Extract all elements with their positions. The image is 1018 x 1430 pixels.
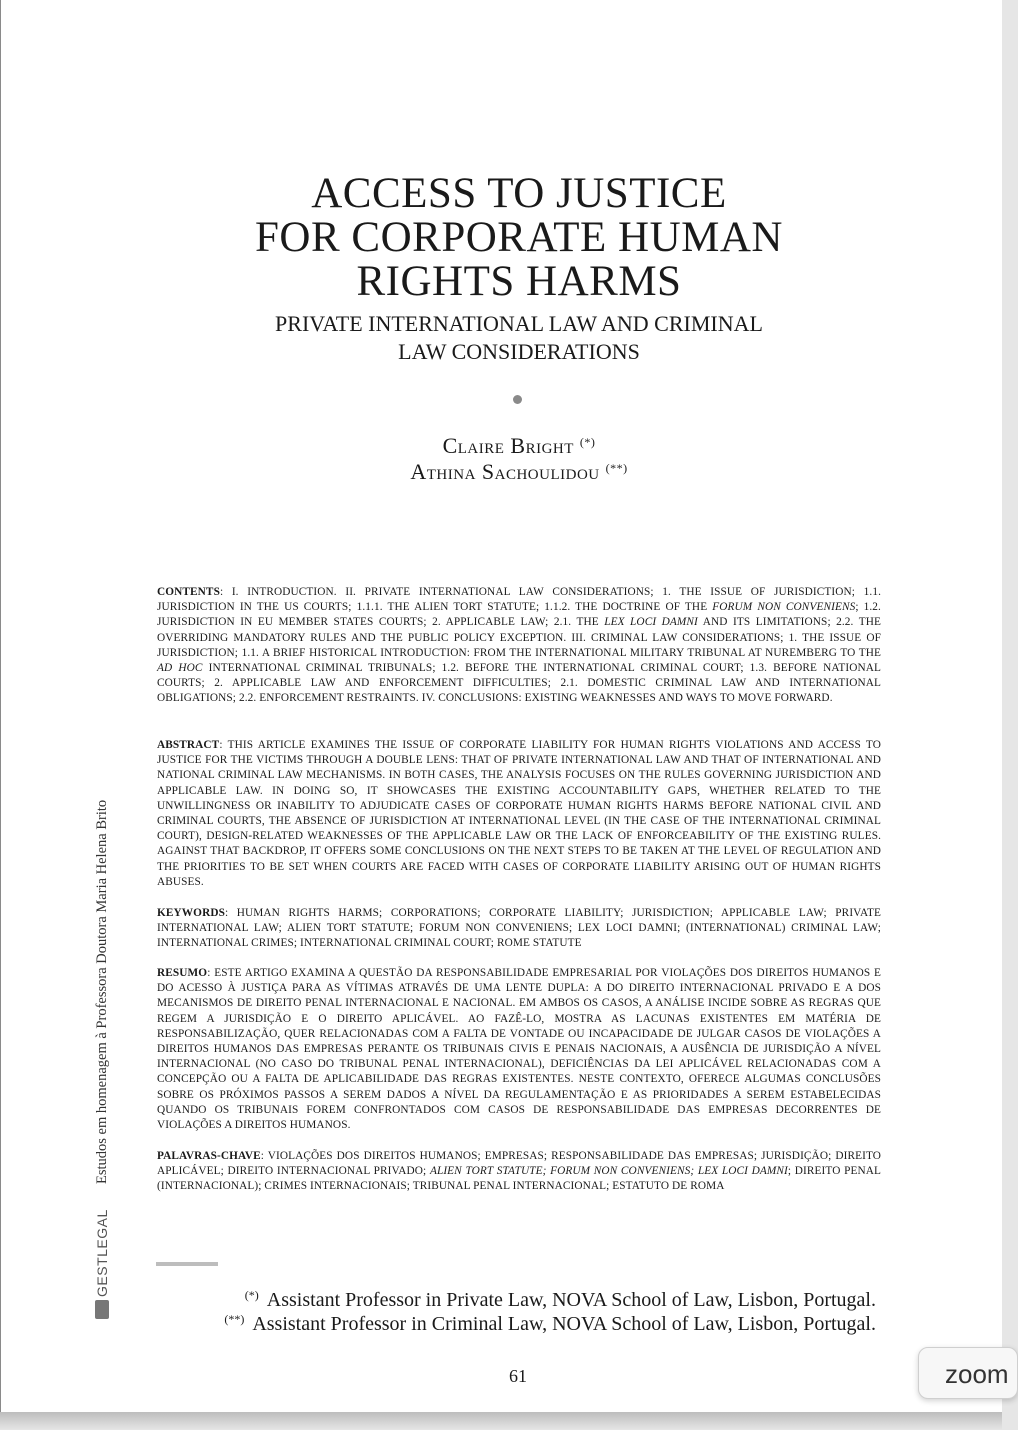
footnote-marker: (**) xyxy=(605,461,628,475)
page-bottom-shadow xyxy=(0,1412,1002,1430)
separator-dot xyxy=(513,395,522,404)
abstract-label: ABSTRACT xyxy=(157,739,220,751)
footnote-marker: (*) xyxy=(579,435,596,449)
footnote-marker: (**) xyxy=(224,1312,245,1326)
keywords-block xyxy=(157,906,881,952)
title-line: RIGHTS HARMS xyxy=(356,258,682,305)
page-number: 61 xyxy=(509,1366,527,1386)
abstract-text: : THIS ARTICLE EXAMINES THE ISSUE OF CORPORATE LIABILITY FOR HUMAN RIGHTS VIOLATIONS AND ACCESS TO JUSTICE FOR THE VICTIMS THROUGH A DOUBLE LENS: THAT OF PRIVATE INTERNATIONAL LAW AND THAT OF INTERNATIONAL AND NATIONAL CRIMINAL LAW MECHANISMS. IN BOTH CASES, THE ANALYSIS FOCUSES ON THE RULES GOVERNING JURISDICTION AND APPLICABLE LAW. IN DOING SO, IT SHOWCASES THE EXISTING ACCOUNTABILITY GAPS, WHETHER RELATED TO THE UNWILLINGNESS OR INABILITY TO ADJUDICATE CASES OF CORPORATE HUMAN RIGHTS HARMS BEFORE NATIONAL CIVIL AND CRIMINAL COURTS, THE ABSENCE OF JURISDICTION AT INTERNATIONAL LEVEL (IN THE CASE OF THE INTERNATIONAL CRIMINAL COURT), DESIGN-RELATED WEAKNESSES OF THE APPLICABLE LAW OR THE LACK OF ENFORCEABILITY OF THE EXISTING RULES. AGAINST THAT BACKDROP, IT OFFERS SOME CONCLUSIONS ON THE NEXT STEPS TO BE TAKEN AT THE LEVEL OF REGULATION AND THE PRIORITIES TO BE SET WHEN COURTS ARE FACED WITH CASES OF CORPORATE LIABILITY ARISING OUT OF HUMAN RIGHTS ABUSES. xyxy=(157,739,881,888)
palavras-chave-text: ; DIREITO PENAL (INTERNACIONAL); CRIMES INTERNACIONAIS; TRIBUNAL PENAL INTERNACIONAL; ESTATUTO DE ROMA xyxy=(157,1165,881,1193)
palavras-chave-italic: ALIEN TORT STATUTE; FORUM NON CONVENIENS; LEX LOCI DAMNI xyxy=(429,1165,788,1178)
author-name: Athina Sachoulidou xyxy=(410,459,600,484)
footnote-rule xyxy=(156,1262,218,1266)
title-line: FOR CORPORATE HUMAN xyxy=(255,214,783,261)
contents-text: : I. INTRODUCTION. II. PRIVATE INTERNATIONAL LAW CONSIDERATIONS; 1. THE ISSUE OF JURISDICTION; 1.1. JURISDICTION IN THE US COURTS; 1.1.1. THE ALIEN TORT STATUTE; 1.1.2. THE DOCTRINE OF THE xyxy=(157,586,881,614)
book-series-text: Estudos em homenagem à Professora Doutora Maria Helena Brito xyxy=(94,799,110,1184)
footnote-text: Assistant Professor in Private Law, NOVA School of Law, Lisbon, Portugal. xyxy=(266,1289,876,1311)
palavras-chave-block xyxy=(157,1149,881,1195)
article-title xyxy=(201,172,837,304)
contents-text: ; 1.2. JURISDICTION IN EU MEMBER STATES COURTS; 2. APPLICABLE LAW; 2.1. THE xyxy=(157,601,881,629)
resumo-label: RESUMO xyxy=(157,967,208,979)
title-line: ACCESS TO JUSTICE xyxy=(311,170,727,217)
contents-text: INTERNATIONAL CRIMINAL TRIBUNALS; 1.2. BEFORE THE INTERNATIONAL CRIMINAL COURT; 1.3. BEFORE NATIONAL COURTS; 2. APPLICABLE LAW AND ENFORCEMENT DIFFICULTIES; 2.1. DOMESTIC CRIMINAL LAW AND INTERNATIONAL OBLIGATIONS; 2.2. ENFORCEMENT RESTRAINTS. IV. CONCLUSIONS: EXISTING WEAKNESSES AND WAYS TO MOVE FORWARD. xyxy=(157,662,881,705)
contents-italic: FORUM NON CONVENIENS xyxy=(712,601,856,614)
footnote-text: Assistant Professor in Criminal Law, NOVA School of Law, Lisbon, Portugal. xyxy=(252,1313,876,1335)
abstract-block xyxy=(157,738,881,890)
publisher-logo-text: GESTLEGAL xyxy=(94,1209,110,1297)
author-2 xyxy=(201,455,837,485)
resumo-text: : ESTE ARTIGO EXAMINA A QUESTÃO DA RESPONSABILIDADE EMPRESARIAL POR VIOLAÇÕES DOS DIREITOS HUMANOS E DO ACESSO À JUSTIÇA PARA AS VÍTIMAS ATRAVÉS DE UMA LENTE DUPLA: A DO DIREITO INTERNACIONAL PRIVADO E A DOS MECANISMOS DE DIREITO PENAL INTERNACIONAL E NACIONAL. EM AMBOS OS CASOS, A ANÁLISE INCIDE SOBRE AS REGRAS QUE REGEM A JURISDIÇÃO E O DIREITO APLICÁVEL. AO FAZÊ-LO, MOSTRA AS LACUNAS EXISTENTES EM MATÉRIA DE RESPONSABILIZAÇÃO, QUER RELACIONADAS COM A FALTA DE VONTADE OU INCAPACIDADE DE JULGAR CASOS DE VIOLAÇÕES A DIREITOS HUMANOS DAS EMPRESAS PERANTE OS TRIBUNAIS CIVIS E PENAIS NACIONAIS, A AUSÊNCIA DE JURISDIÇÃO A NÍVEL INTERNACIONAL (NO CASO DO TRIBUNAL PENAL INTERNACIONAL), DEFICIÊNCIAS DA LEI APLICÁVEL RELACIONADAS COM A CONCEPÇÃO OU A FALTA DE APLICABILIDADE DAS REGRAS EXISTENTES. NESTE CONTEXTO, OFERECE ALGUMAS CONCLUSÕES SOBRE OS PRÓXIMOS PASSOS A SEREM DADOS A NÍVEL DA REGULAMENTAÇÃO E AS PRIORIDADES A SEREM ESTABELECIDAS QUANDO OS TRIBUNAIS FOREM CONFRONTADOS COM CASOS DE RESPONSABILIDADE DAS EMPRESAS DECORRENTES DE VIOLAÇÕES A DIREITOS HUMANOS. xyxy=(157,967,881,1132)
subtitle-line: LAW CONSIDERATIONS xyxy=(398,339,640,364)
publisher-logo xyxy=(93,1209,111,1322)
palavras-chave-text: : VIOLAÇÕES DOS DIREITOS HUMANOS; EMPRESAS; RESPONSABILIDADE DAS EMPRESAS; JURISDIÇÃO; DIREITO APLICÁVEL; DIREITO INTERNACIONAL PRIVADO; xyxy=(157,1150,881,1178)
article-subtitle xyxy=(201,310,837,366)
author-name: Claire Bright xyxy=(442,433,574,458)
publisher-logo-icon xyxy=(95,1300,109,1319)
contents-italic: AD HOC xyxy=(157,662,203,675)
subtitle-line: PRIVATE INTERNATIONAL LAW AND CRIMINAL xyxy=(275,311,763,336)
resumo-block xyxy=(157,966,881,1133)
keywords-text: : HUMAN RIGHTS HARMS; CORPORATIONS; CORPORATE LIABILITY; JURISDICTION; APPLICABLE LAW; PRIVATE INTERNATIONAL LAW; ALIEN TORT STATUTE; FORUM NON CONVENIENS; LEX LOCI DAMNI; (INTERNATIONAL) CRIMINAL LAW; INTERNATIONAL CRIMES; INTERNATIONAL CRIMINAL COURT; ROME STATUTE xyxy=(157,907,881,950)
contents-italic: LEX LOCI DAMNI xyxy=(604,616,698,629)
side-margin xyxy=(91,732,113,1332)
footnote-marker: (*) xyxy=(244,1288,259,1302)
contents-block xyxy=(157,585,881,707)
contents-text: AND ITS LIMITATIONS; 2.2. THE OVERRIDING MANDATORY RULES AND THE PUBLIC POLICY EXCEPTION. III. CRIMINAL LAW CONSIDERATIONS; 1. THE ISSUE OF JURISDICTION; 1.1. A BRIEF HISTORICAL INTRODUCTION: FROM THE INTERNATIONAL MILITARY TRIBUNAL AT NUREMBERG TO THE xyxy=(157,616,882,659)
palavras-chave-label: PALAVRAS-CHAVE xyxy=(157,1150,261,1162)
keywords-label: KEYWORDS xyxy=(157,907,225,919)
contents-label: CONTENTS xyxy=(157,586,220,598)
zoom-button[interactable]: zoom xyxy=(918,1347,1018,1399)
footnote-2 xyxy=(224,1307,876,1336)
